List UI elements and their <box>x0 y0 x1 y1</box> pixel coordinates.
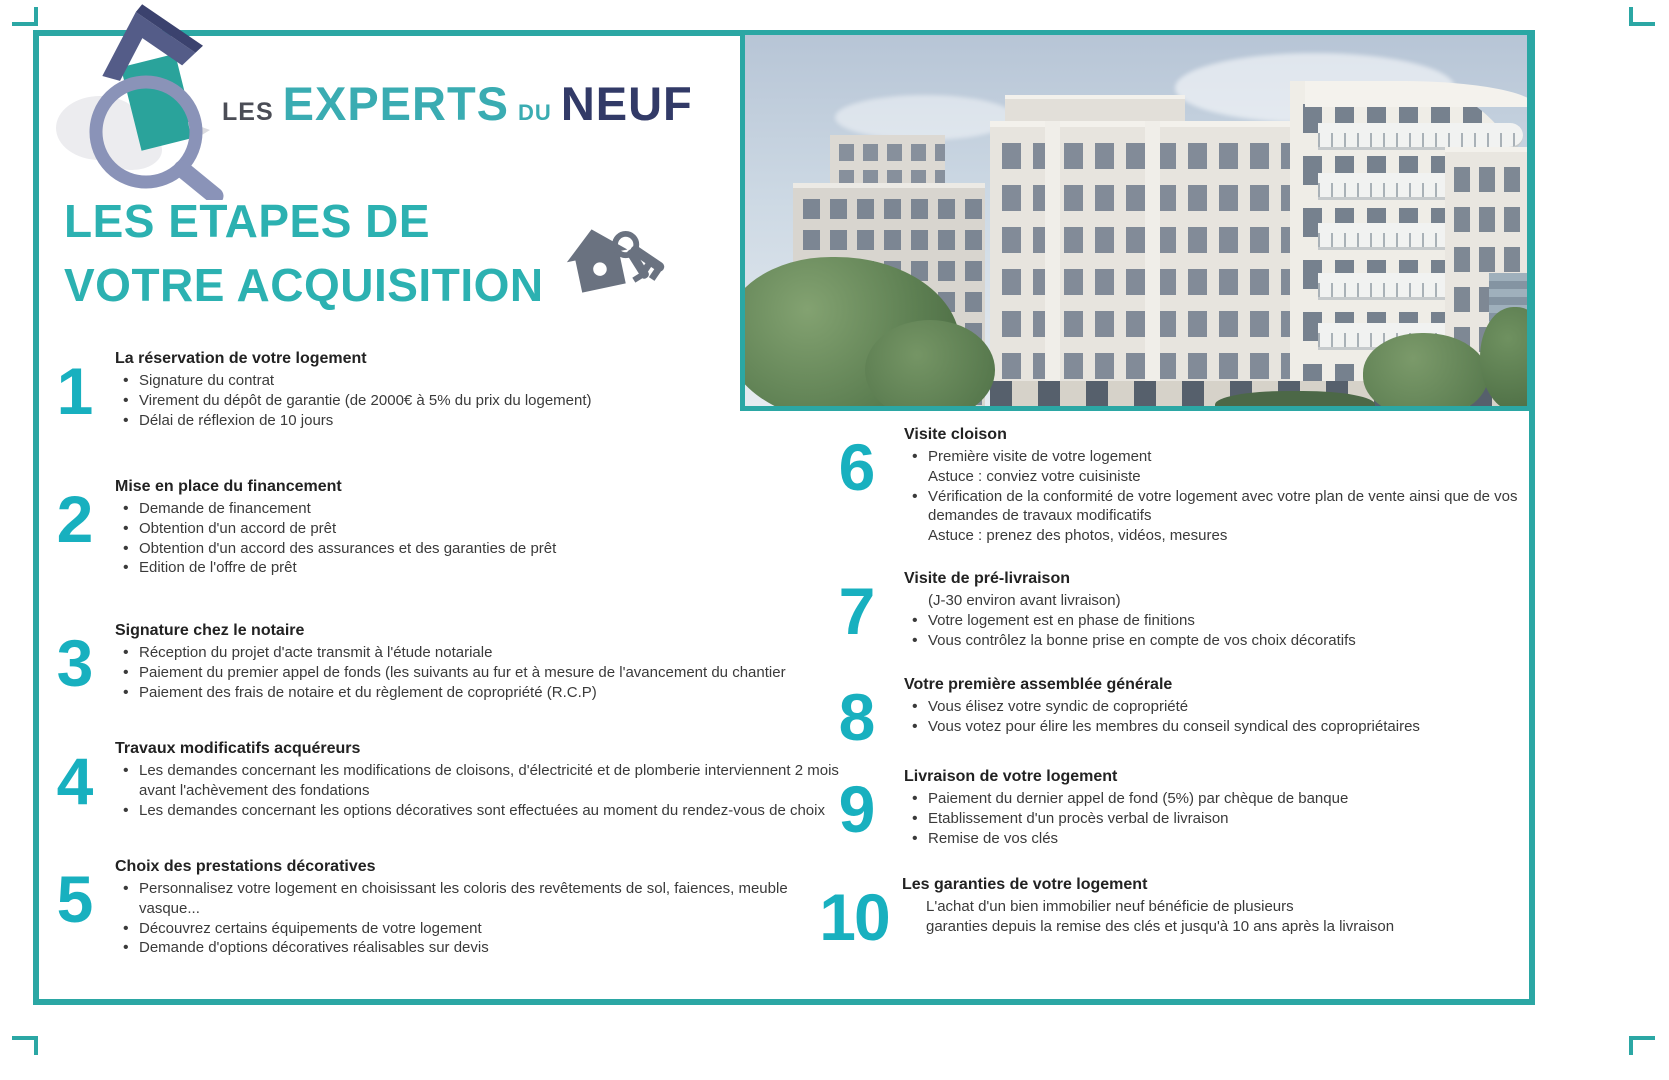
step-7 <box>820 570 1524 650</box>
step-4-title: Travaux modificatifs acquéreurs <box>115 740 361 757</box>
step-item-tip: Astuce : prenez des photos, vidéos, mesures <box>928 527 1228 545</box>
step-2-title: Mise en place du financement <box>115 478 342 495</box>
step-item: L'achat d'un bien immobilier neuf bénéficie de plusieurs <box>926 898 1294 915</box>
step-8-title: Votre première assemblée générale <box>904 676 1173 693</box>
step-6-number: 6 <box>838 430 874 504</box>
step-item: • Obtention d'un accord des assurances et des garanties de prêt <box>115 539 840 559</box>
step-2 <box>45 478 840 578</box>
corner-mark-bottom-right <box>1629 1036 1655 1055</box>
building-pilaster <box>1145 121 1160 408</box>
step-item: • Remise de vos clés <box>904 829 1524 849</box>
step-item: • Vous votez pour élire les membres du conseil syndical des copropriétaires <box>904 717 1524 737</box>
step-10 <box>818 876 1522 954</box>
step-item: • Première visite de votre logement <box>904 447 1524 467</box>
step-5 <box>45 858 840 958</box>
step-item: • Réception du projet d'acte transmit à l'étude notariale <box>115 643 840 663</box>
brand-les: LES <box>222 98 274 126</box>
step-item: • Délai de réflexion de 10 jours <box>115 411 840 431</box>
page-title-line2: VOTRE ACQUISITION <box>64 259 544 311</box>
step-item: • Personnalisez votre logement en choisissant les coloris des revêtements de sol, faiences, meuble vasque... <box>115 879 840 919</box>
step-item: • Demande de financement <box>115 499 840 519</box>
page-title-line1: LES ETAPES DE <box>64 195 431 247</box>
step-item: • Les demandes concernant les modifications de cloisons, d'électricité et de plomberie interviennent 2 mois avant l'achèvement des fondations <box>115 761 840 801</box>
brand-du: DU <box>518 100 552 125</box>
step-6 <box>820 426 1524 546</box>
step-item: • Virement du dépôt de garantie (de 2000€ à 5% du prix du logement) <box>115 391 840 411</box>
step-7-number: 7 <box>838 574 874 648</box>
building-far-penthouse <box>830 135 945 185</box>
tree <box>865 320 995 411</box>
step-1 <box>45 350 840 430</box>
step-1-title: La réservation de votre logement <box>115 350 367 367</box>
tree <box>1363 333 1488 411</box>
step-item: • Demande d'options décoratives réalisables sur devis <box>115 938 840 958</box>
building-photo <box>740 30 1532 411</box>
step-8 <box>820 676 1524 754</box>
building-tower-cap <box>1305 81 1532 107</box>
bush <box>1215 391 1375 411</box>
step-4-number: 4 <box>56 744 92 818</box>
brand-neuf: NEUF <box>560 77 693 130</box>
step-item: • Paiement des frais de notaire et du règlement de copropriété (R.C.P) <box>115 683 840 703</box>
step-item: garanties depuis la remise des clés et jusqu'à 10 ans après la livraison <box>926 917 1395 935</box>
step-item: • Les demandes concernant les options décoratives sont effectuées au moment du rendez-vous de choix <box>115 801 840 821</box>
step-item: • Vous élisez votre syndic de copropriété <box>904 697 1524 717</box>
step-item: • Vous contrôlez la bonne prise en compte de vos choix décoratifs <box>904 631 1524 651</box>
step-7-title: Visite de pré-livraison <box>904 570 1070 587</box>
step-item: • Paiement du premier appel de fonds (les suivants au fur et à mesure de l'avancement du chantier <box>115 663 840 683</box>
corner-mark-top-right <box>1629 7 1655 26</box>
step-3-number: 3 <box>56 626 92 700</box>
step-item: • Découvrez certains équipements de votre logement <box>115 919 840 939</box>
balcony <box>1318 123 1523 150</box>
step-8-number: 8 <box>838 680 874 754</box>
magnifying-glass-house-icon <box>48 0 248 200</box>
step-10-number: 10 <box>819 880 889 954</box>
building-pilaster <box>1045 121 1060 408</box>
step-item: • Paiement du dernier appel de fond (5%) par chèque de banque <box>904 789 1524 809</box>
step-5-number: 5 <box>56 862 92 936</box>
step-4 <box>45 740 840 820</box>
page-title <box>64 195 544 311</box>
cloud <box>835 95 1015 140</box>
step-item: • Signature du contrat <box>115 371 840 391</box>
step-6-title: Visite cloison <box>904 426 1007 443</box>
step-item: • Edition de l'offre de prêt <box>115 558 840 578</box>
step-10-title: Les garanties de votre logement <box>902 876 1148 893</box>
step-item-note: (J-30 environ avant livraison) <box>928 592 1121 609</box>
step-3 <box>45 622 840 702</box>
step-item: • Votre logement est en phase de finitions <box>904 611 1524 631</box>
step-9-number: 9 <box>838 772 874 846</box>
step-9 <box>820 768 1524 848</box>
brand-experts: EXPERTS <box>282 77 510 130</box>
step-5-title: Choix des prestations décoratives <box>115 858 376 875</box>
house-keys-icon <box>558 218 674 302</box>
brand-wordmark <box>222 76 693 131</box>
step-2-number: 2 <box>56 482 92 556</box>
step-item-tip: Astuce : conviez votre cuisiniste <box>928 467 1141 485</box>
step-1-number: 1 <box>56 354 92 428</box>
step-9-title: Livraison de votre logement <box>904 768 1118 785</box>
step-3-title: Signature chez le notaire <box>115 622 305 639</box>
step-item: • Obtention d'un accord de prêt <box>115 519 840 539</box>
step-item: • Vérification de la conformité de votre logement avec votre plan de vente ainsi que de vos demandes de travaux modificatifs <box>904 487 1524 527</box>
corner-mark-bottom-left <box>12 1036 38 1055</box>
corner-mark-top-left <box>12 7 38 26</box>
step-item: • Etablissement d'un procès verbal de livraison <box>904 809 1524 829</box>
